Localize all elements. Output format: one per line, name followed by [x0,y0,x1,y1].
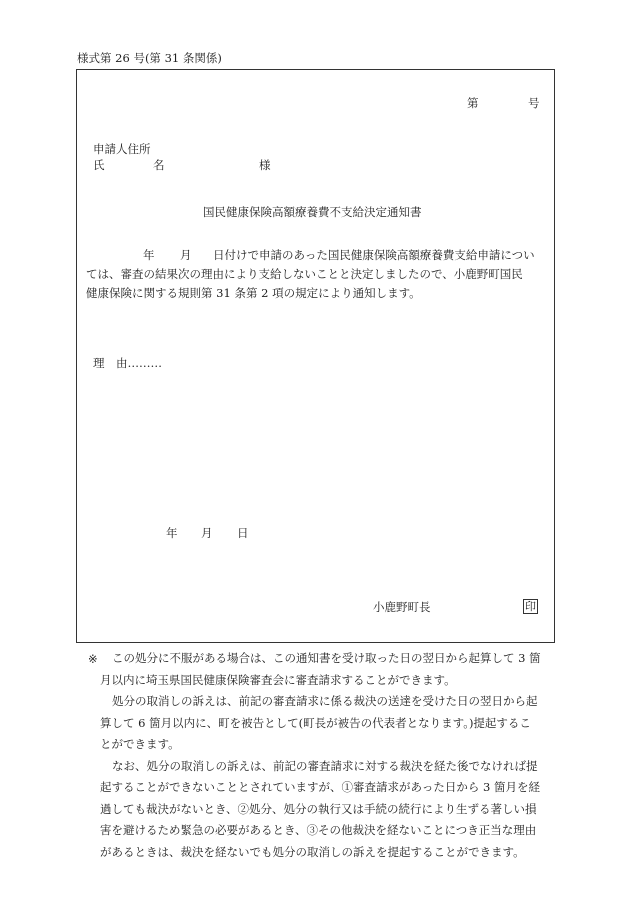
applicant-name-label-shi: 氏 [93,158,105,172]
document-number-go: 号 [528,96,540,110]
body-text-line-1: 日付けで申請のあった国民健康保険高額療養費支給申請につい [213,248,535,262]
notice-title: 国民健康保険高額療養費不支給決定通知書 [203,205,422,219]
note-mark: ※ [88,652,98,666]
issue-date-year: 年 [166,526,178,540]
seal-mark: 印 [525,600,536,613]
applicant-address-label: 申請人住所 [93,142,151,156]
issue-date-day: 日 [237,526,249,540]
issue-date-month: 月 [201,526,213,540]
document-number-dai: 第 [467,96,479,110]
body-date-year: 年 [143,248,155,262]
note-paragraph-2: 処分の取消しの訴えは、前記の審査請求に係る裁決の送達を受けた日の翌日から起算して 6 箇月以内に、町を被告として(町長が被告の代表者となります。)提起することができます。 [100,694,538,751]
applicant-honorific: 様 [259,158,271,172]
issuer-name: 小鹿野町長 [373,600,431,614]
note-paragraph-3: なお、処分の取消しの訴えは、前記の審査請求に対する裁決を経た後でなければ提起することができないこととされていますが、①審査請求があった日から 3 箇月を経過しても裁決がないとき、②処分、処分の執行又は手続の続行により生ずる著しい損害を避けるため緊急の必要があるとき、③その他裁決を経ないことにつき正当な理由があるときは、裁決を経ないでも処分の取消しの訴えを提起することができます。 [100,758,541,859]
appeal-notes [100,648,541,863]
body-date-month: 月 [180,248,192,262]
note-paragraph-1: この処分に不服がある場合は、この通知書を受け取った日の翌日から起算して 3 箇月以内に埼玉県国民健康保険審査会に審査請求することができます。 [100,651,541,687]
form-label: 様式第 26 号(第 31 条関係) [77,51,222,65]
applicant-name-label-mei: 名 [153,158,165,172]
body-text-line-3: 健康保険に関する規則第 31 条第 2 項の規定により通知します。 [86,286,421,300]
reason-label: 理 由……… [93,356,162,370]
body-text-line-2: ては、審査の結果次の理由により支給しないことと決定しましたので、小鹿野町国民 [86,267,523,281]
